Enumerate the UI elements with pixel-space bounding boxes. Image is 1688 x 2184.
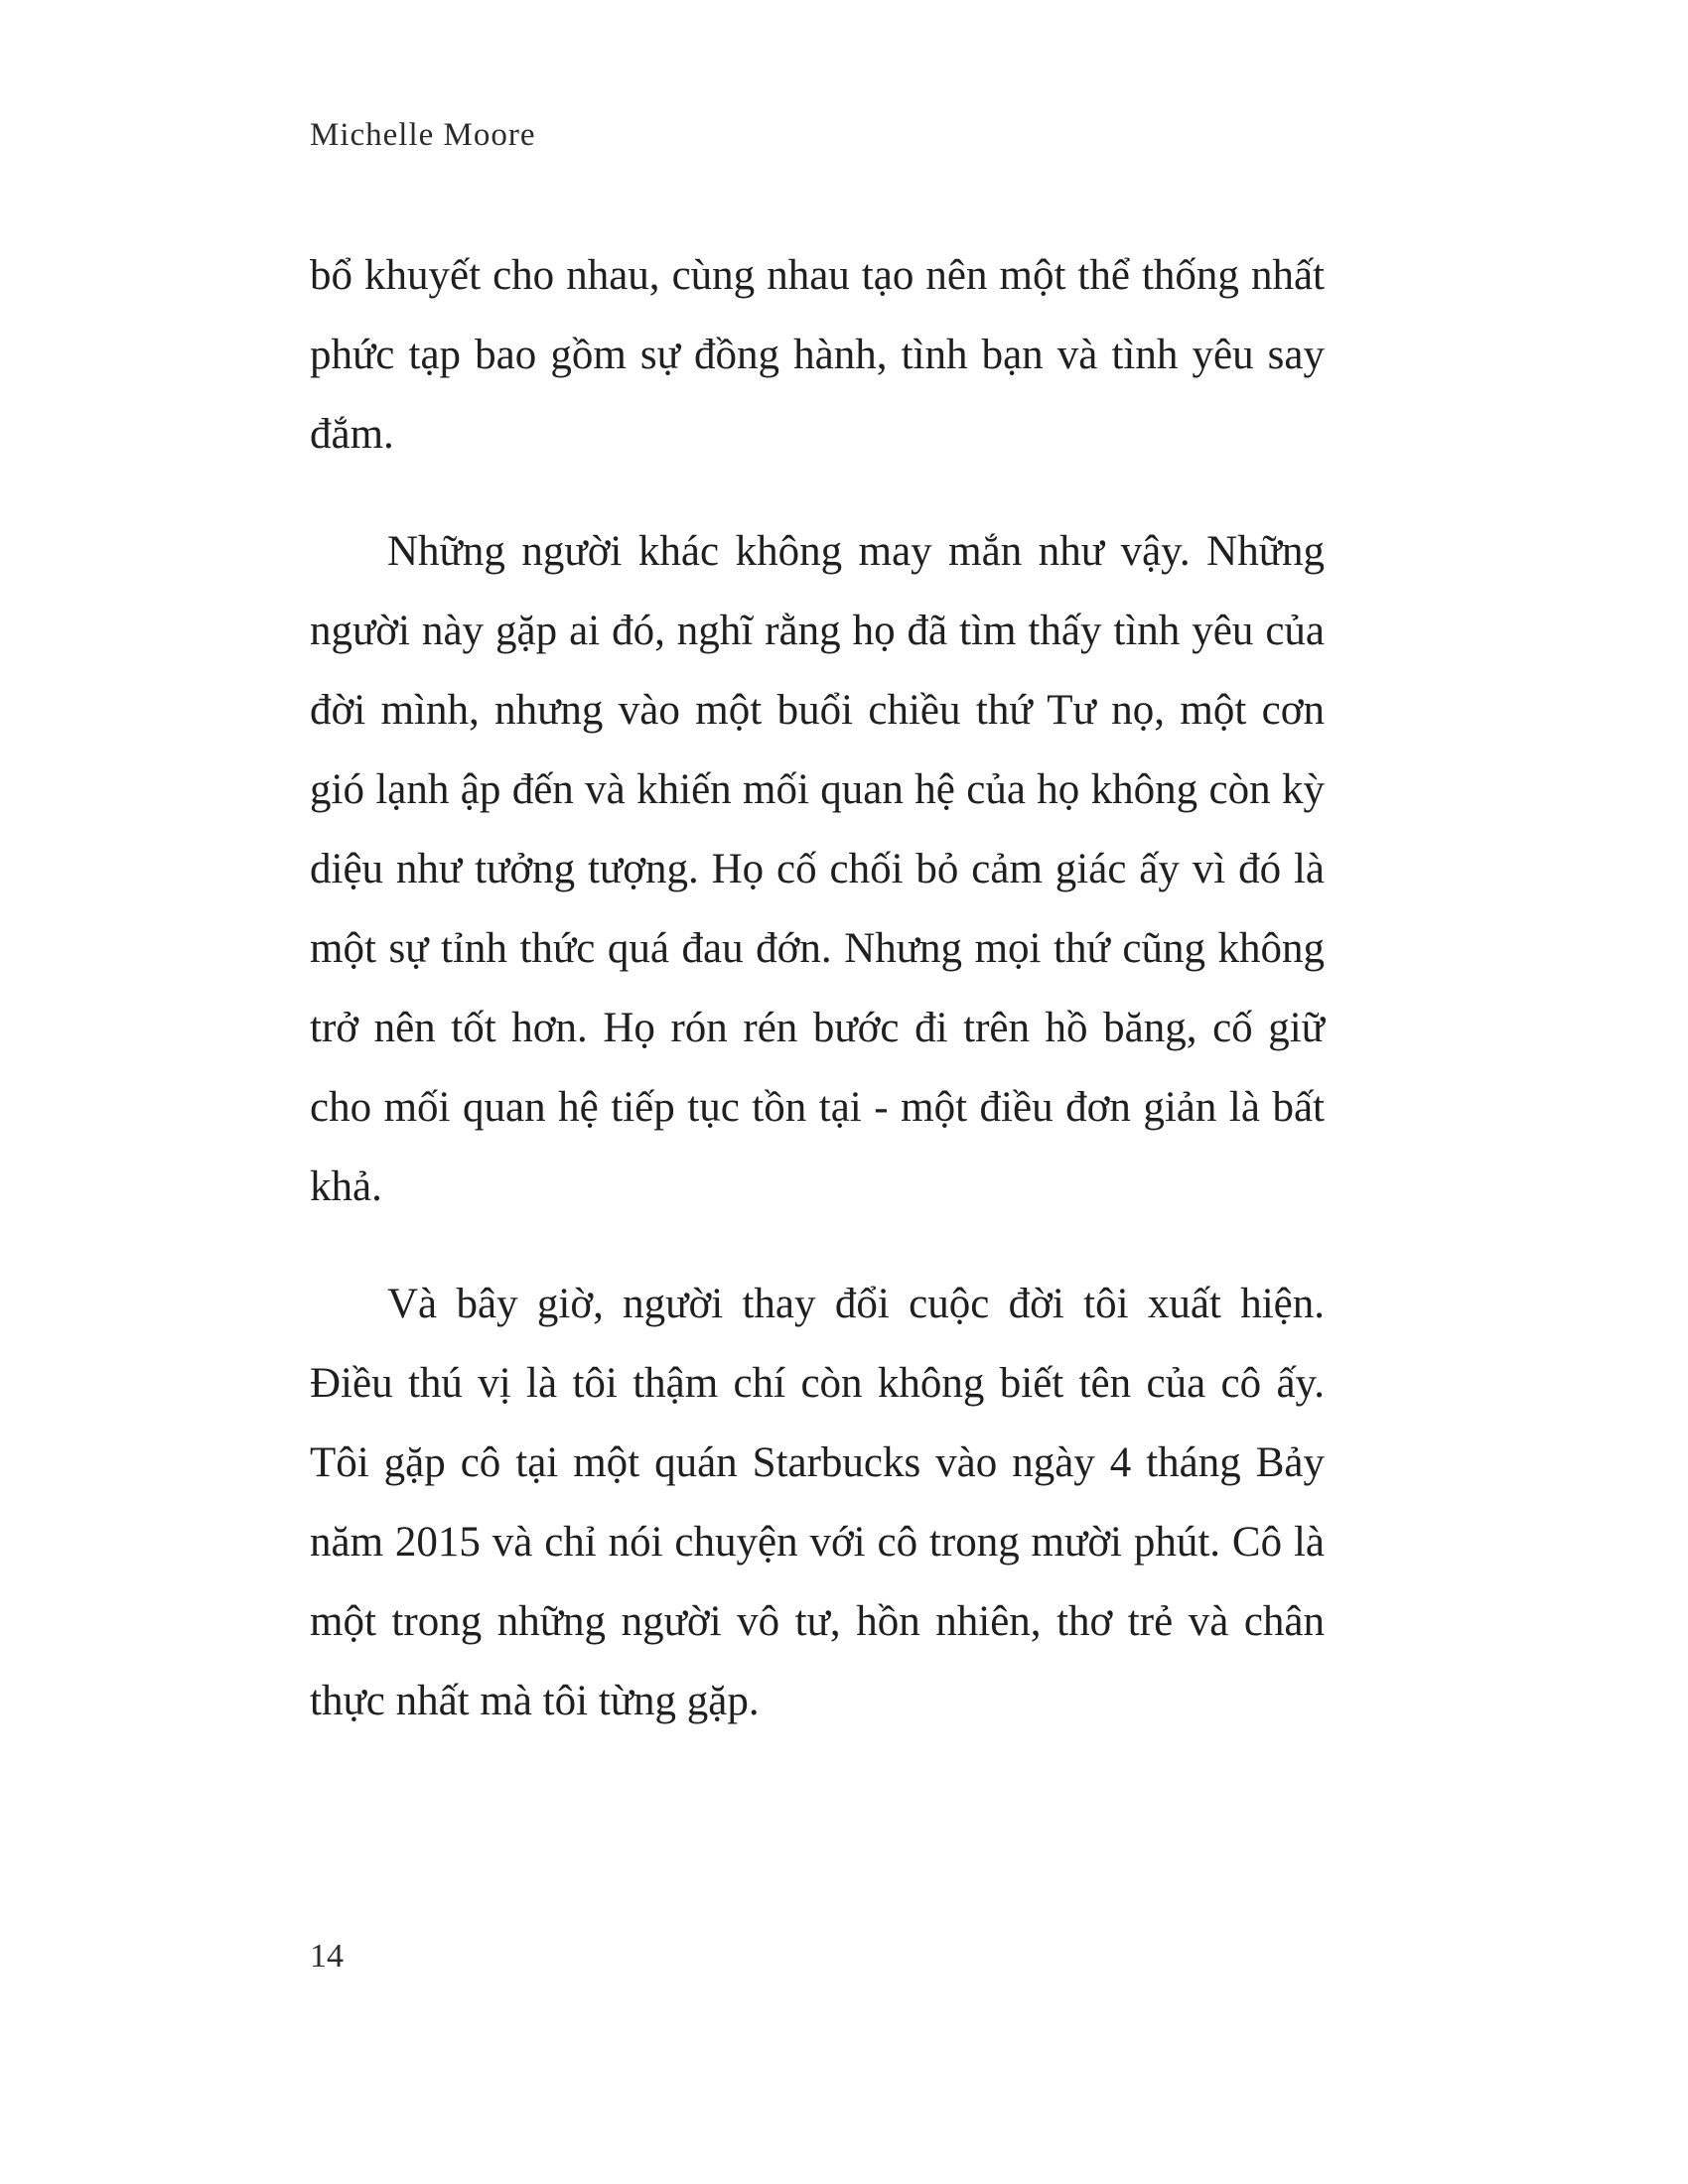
running-header-author: Michelle Moore (310, 117, 536, 153)
page-number: 14 (310, 1938, 344, 1975)
paragraph-continuation: bổ khuyết cho nhau, cùng nhau tạo nên một thể thống nhất phức tạp bao gồm sự đồng hành, tình bạn và tình yêu say đắm. (310, 252, 1325, 458)
paragraph: Và bây giờ, người thay đổi cuộc đời tôi xuất hiện. Điều thú vị là tôi thậm chí còn không biết tên của cô ấy. Tôi gặp cô tại một quán Starbucks vào ngày 4 tháng Bảy năm 2015 và chỉ nói chuyện với cô trong mười phút. Cô là một trong những người vô tư, hồn nhiên, thơ trẻ và chân thực nhất mà tôi từng gặp. (310, 1281, 1325, 1724)
body-text (310, 236, 1325, 1779)
paragraph: Những người khác không may mắn như vậy. Những người này gặp ai đó, nghĩ rằng họ đã tìm thấy tình yêu của đời mình, nhưng vào một buổi chiều thứ Tư nọ, một cơn gió lạnh ập đến và khiến mối quan hệ của họ không còn kỳ diệu như tưởng tượng. Họ cố chối bỏ cảm giác ấy vì đó là một sự tỉnh thức quá đau đớn. Nhưng mọi thứ cũng không trở nên tốt hơn. Họ rón rén bước đi trên hồ băng, cố giữ cho mối quan hệ tiếp tục tồn tại - một điều đơn giản là bất khả. (310, 528, 1325, 1210)
